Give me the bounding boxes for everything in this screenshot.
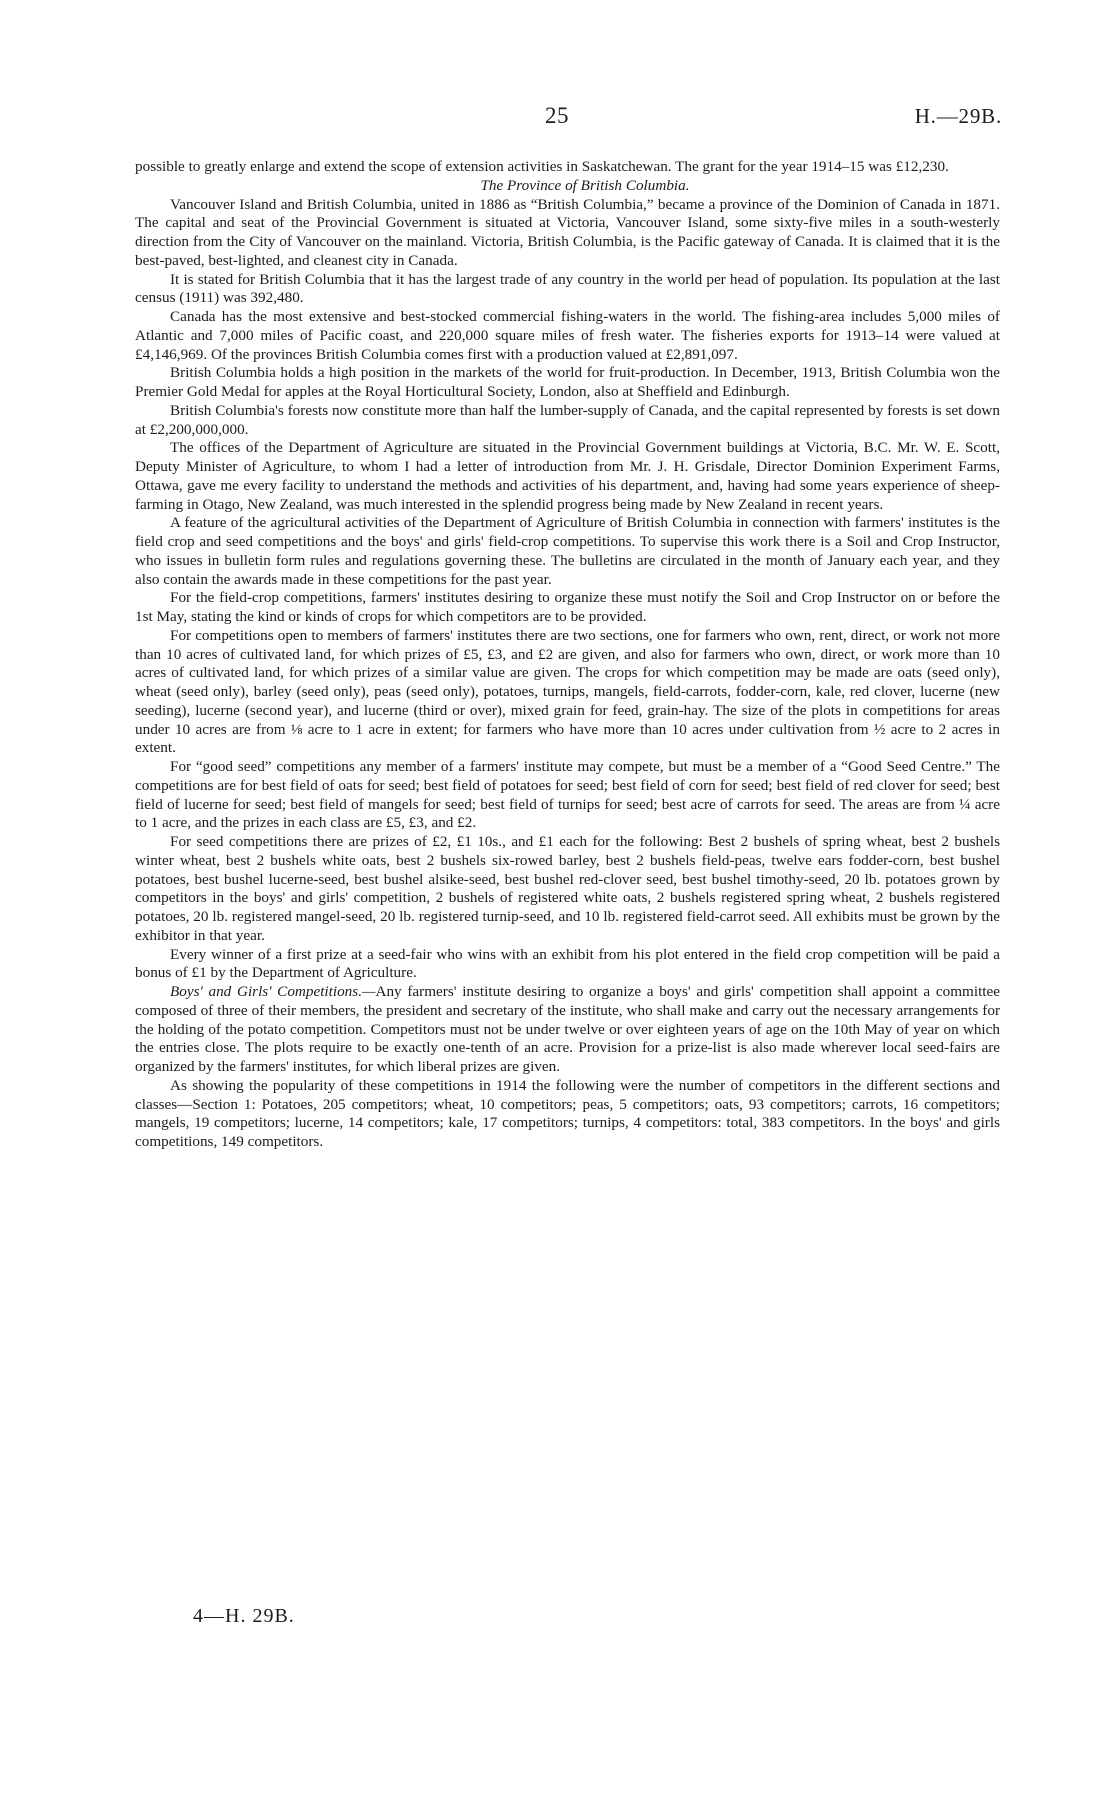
paragraph-forests: British Columbia's forests now constitute more than half the lumber-supply of Canada, and the capital represented by forests is set down at £2,200,000,000.: [135, 401, 1000, 438]
paragraph-saskatchewan-grant: possible to greatly enlarge and extend the scope of extension activities in Saskatchewan. The grant for the year 1914–15 was £12,230.: [135, 158, 949, 175]
footer-signature: 4—H. 29B.: [193, 1605, 295, 1627]
document-reference: H.—29B.: [914, 104, 1002, 128]
paragraph-good-seed: For “good seed” competitions any member of a farmers' institute may compete, but must be a member of a “Good Seed Centre.” The competitions are for best field of oats for seed; best field of potatoes for seed; best field of corn for seed; best field of red clover for seed; best field of lucerne for seed; best field of mangels for seed; best field of turnips for seed; best acre of carrots for seed. The areas are from ¼ acre to 1 acre, and the prizes in each class are £5, £3, and £2.: [135, 758, 1000, 832]
paragraph-boys-girls-text: Any farmers' institute desiring to organize a boys' and girls' competition shall appoint a committee composed of three of their members, the president and secretary of the institute, who shall make and carry out the necessary arrangements for the holding of the potato competition. Competitors must not be under twelve or over eighteen years of age on the 10th May of year on which the entries close. The plots require to be exactly one-tenth of an acre. Provision for a prize-list is also made wherever local seed-fairs are organized by the farmers' institutes, for which liberal prizes are given.: [135, 983, 1000, 1075]
paragraph-department-offices: The offices of the Department of Agriculture are situated in the Provincial Government buildings at Victoria, B.C. Mr. W. E. Scott, Deputy Minister of Agriculture, to whom I had a letter of introduction from Mr. J. H. Grisdale, Director Dominion Experiment Farms, Ottawa, gave me every facility to understand the methods and activities of his department, and, having had some years experience of sheep-farming in Otago, New Zealand, was much interested in the splendid progress being made by New Zealand in recent years.: [135, 439, 1000, 513]
paragraph-bonus: Every winner of a first prize at a seed-fair who wins with an exhibit from his plot entered in the field crop competition will be paid a bonus of £1 by the Department of Agriculture.: [135, 945, 1000, 982]
paragraph-seed-competitions: For seed competitions there are prizes of £2, £1 10s., and £1 each for the following: Best 2 bushels of spring wheat, best 2 bushels winter wheat, best 2 bushels white oats, best 2 bushels six-rowed barley, best 2 bushels field-peas, twelve ears fodder-corn, best bushel potatoes, best bushel lucerne-seed, best bushel alsike-seed, best bushel red-clover seed, best bushel timothy-seed, 20 lb. potatoes grown by competitors in the boys' and girls' competition, 2 bushels of registered white oats, 2 bushels registered spring wheat, 2 bushels registered potatoes, 20 lb. registered mangel-seed, 20 lb. registered turnip-seed, and 10 lb. registered field-carrot seed. All exhibits must be grown by the exhibitor in that year.: [135, 833, 1000, 944]
section-heading: The Province of British Columbia.: [480, 176, 690, 194]
paragraph-fruit: British Columbia holds a high position in the markets of the world for fruit-production. In December, 1913, British Columbia won the Premier Gold Medal for apples at the Royal Horticultural Society, London, also at Sheffield and Edinburgh.: [135, 364, 1000, 400]
paragraph-fisheries: Canada has the most extensive and best-stocked commercial fishing-waters in the world. The fishing-area includes 5,000 miles of Atlantic and 7,000 miles of Pacific coast, and 220,000 square miles of fresh water. The fisheries exports for 1913–14 were valued at £4,146,969. Of the provinces British Columbia comes first with a production valued at £2,891,097.: [135, 308, 1000, 363]
paragraph-boys-girls: [135, 983, 1000, 1077]
inline-heading: Boys' and Girls' Competitions.—: [170, 983, 376, 1000]
body-text: [135, 158, 1000, 1152]
paragraph-field-crop: For the field-crop competitions, farmers' institutes desiring to organize these must notify the Soil and Crop Instructor on or before the 1st May, stating the kind or kinds of crops for which competitors are to be provided.: [135, 589, 1000, 625]
paragraph-member-competitions: For competitions open to members of farmers' institutes there are two sections, one for farmers who own, rent, direct, or work not more than 10 acres of cultivated land, for which prizes of £5, £3, and £2 are given, and also for farmers who own, direct, or work more than 10 acres of cultivated land, for which prizes of a similar value are given. The crops for which competition may be made are oats (seed only), wheat (seed only), barley (seed only), peas (seed only), potatoes, turnips, mangels, field-carrots, fodder-corn, kale, red clover, lucerne (new seeding), lucerne (second year), and lucerne (third or over), mixed grain for feed, grain-hay. The size of the plots in competitions for areas under 10 acres are from ⅛ acre to 1 acre in extent; for farmers who have more than 10 acres under cultivation from ½ acre to 2 acres in extent.: [135, 626, 1000, 757]
paragraph-popularity: As showing the popularity of these competitions in 1914 the following were the number of competitors in the different sections and classes—Section 1: Potatoes, 205 competitors; wheat, 10 competitors; peas, 5 competitors; oats, 93 competitors; carrots, 16 competitors; mangels, 19 competitors; lucerne, 14 competitors; kale, 17 competitors; turnips, 4 competitors: total, 383 competitors. In the boys' and girls competitions, 149 competitors.: [135, 1076, 1000, 1150]
paragraph-vancouver-island: Vancouver Island and British Columbia, united in 1886 as “British Columbia,” became a province of the Dominion of Canada in 1871. The capital and seat of the Provincial Government is situated at Victoria, Vancouver Island, some sixty-five miles in a south-westerly direction from the City of Vancouver on the mainland. Victoria, British Columbia, is the Pacific gateway of Canada. It is claimed that it is the best-paved, best-lighted, and cleanest city in Canada.: [135, 195, 1000, 269]
paragraph-competitions-feature: A feature of the agricultural activities of the Department of Agriculture of British Columbia in connection with farmers' institutes is the field crop and seed competitions and the boys' and girls' field-crop competitions. To supervise this work there is a Soil and Crop Instructor, who issues in bulletin form rules and regulations governing these. The bulletins are circulated in the month of January each year, and they also contain the awards made in these competitions for the past year.: [135, 514, 1000, 588]
paragraph-trade: It is stated for British Columbia that it has the largest trade of any country in the world per head of population. Its population at the last census (1911) was 392,480.: [135, 270, 1000, 307]
page-number: 25: [545, 103, 569, 128]
